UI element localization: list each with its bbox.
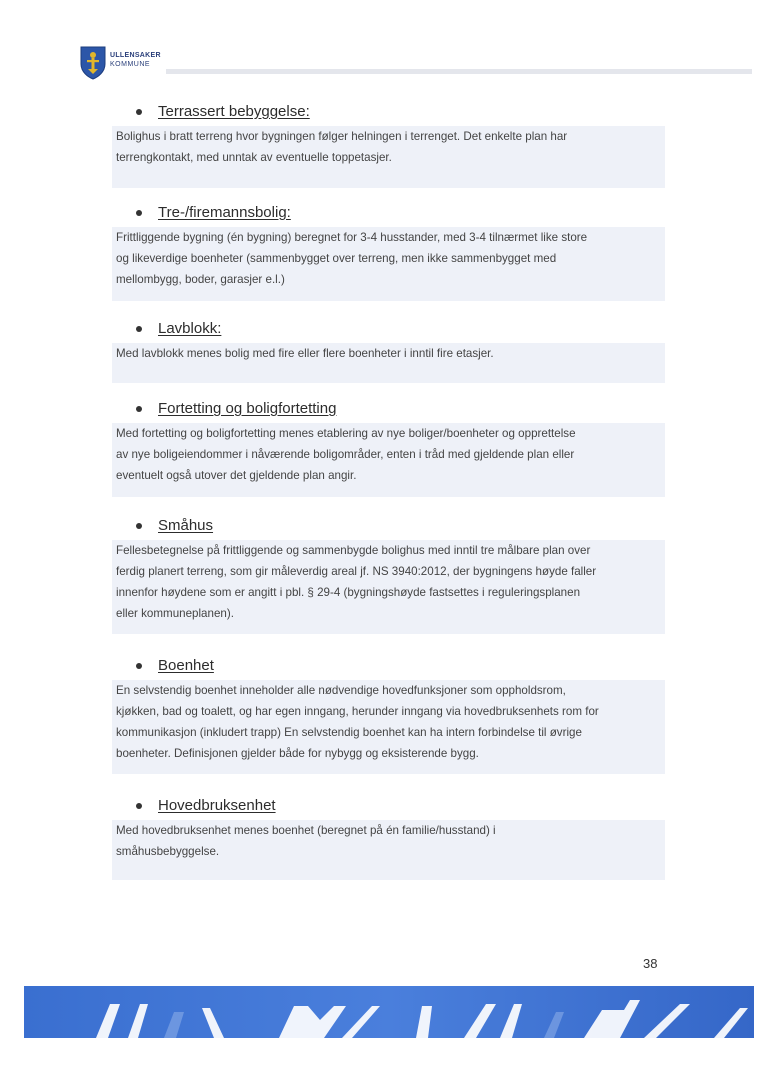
municipality-shield-logo <box>80 46 106 80</box>
section-heading <box>112 795 665 819</box>
section-hovedbruksenhet <box>112 795 665 880</box>
section-terrassert-bebyggelse <box>112 101 665 188</box>
page-number: 38 <box>643 956 658 971</box>
heading-text: Småhus <box>158 517 214 534</box>
bullet-icon <box>136 523 142 529</box>
text-line: ferdig planert terreng, som gir måleverdig areal jf. NS 3940:2012, der bygningens høyde faller <box>116 565 597 578</box>
text-line: av nye boligeiendommer i nåværende boligområder, enten i tråd med gjeldende plan eller <box>116 448 575 461</box>
section-heading <box>112 101 665 125</box>
section-boenhet <box>112 655 665 774</box>
text-line: En selvstendig boenhet inneholder alle nødvendige hovedfunksjoner som oppholdsrom, <box>116 684 566 697</box>
text-line: innenfor høydene som er angitt i pbl. § 29-4 (bygningshøyde fastsettes i reguleringsplanen <box>116 586 581 599</box>
text-line: kommunikasjon (inkludert trapp) En selvstendig boenhet kan ha intern forbindelse til øvrige <box>116 726 582 739</box>
text-line: Frittliggende bygning (én bygning) beregnet for 3-4 husstander, med 3-4 tilnærmet like store <box>116 231 588 244</box>
page-header <box>80 46 752 86</box>
header-divider <box>166 69 752 74</box>
bullet-icon <box>136 663 142 669</box>
section-heading <box>112 202 665 226</box>
text-line: og likeverdige boenheter (sammenbygget over terreng, men ikke sammenbygget med <box>116 252 557 265</box>
section-lavblokk <box>112 318 665 383</box>
heading-text: Tre-/firemannsbolig: <box>158 204 291 221</box>
bullet-icon <box>136 210 142 216</box>
bullet-icon <box>136 326 142 332</box>
text-line: eller kommuneplanen). <box>116 607 234 620</box>
municipality-name <box>110 51 161 69</box>
text-line: mellombygg, boder, garasjer e.l.) <box>116 273 285 286</box>
section-heading <box>112 655 665 679</box>
org-name-line2: KOMMUNE <box>110 61 151 68</box>
text-line: terrengkontakt, med unntak av eventuelle toppetasjer. <box>116 151 392 164</box>
definition-text <box>112 423 665 497</box>
text-line: småhusbebyggelse. <box>116 845 220 858</box>
bullet-icon <box>136 109 142 115</box>
section-heading <box>112 398 665 422</box>
footer-decorative-band <box>24 986 754 1038</box>
text-line: Bolighus i bratt terreng hvor bygningen følger helningen i terrenget. Det enkelte plan har <box>116 130 568 143</box>
definition-text <box>112 680 665 774</box>
definition-text <box>112 227 665 301</box>
bullet-icon <box>136 803 142 809</box>
text-line: kjøkken, bad og toalett, og har egen inngang, herunder inngang via hovedbruksenhets rom for <box>116 705 599 718</box>
heading-text: Terrassert bebyggelse: <box>158 103 310 120</box>
section-tre-firemannsbolig <box>112 202 665 301</box>
heading-text: Boenhet <box>158 657 214 674</box>
definition-text <box>112 126 665 188</box>
text-line: Med lavblokk menes bolig med fire eller flere boenheter i inntil fire etasjer. <box>116 347 494 360</box>
definition-text <box>112 343 665 383</box>
text-line: eventuelt også utover det gjeldende plan angir. <box>116 469 357 482</box>
section-heading <box>112 318 665 342</box>
text-line: Med hovedbruksenhet menes boenhet (beregnet på én familie/husstand) i <box>116 824 496 837</box>
heading-text: Fortetting og boligfortetting <box>158 400 337 417</box>
definition-text <box>112 540 665 634</box>
heading-text: Lavblokk: <box>158 320 222 337</box>
org-name-line1: ULLENSAKER <box>110 52 161 59</box>
bullet-icon <box>136 406 142 412</box>
text-line: Med fortetting og boligfortetting menes etablering av nye boliger/boenheter og opprettelse <box>116 427 576 440</box>
section-fortetting <box>112 398 665 497</box>
section-heading <box>112 515 665 539</box>
section-smahus <box>112 515 665 634</box>
text-line: boenheter. Definisjonen gjelder både for nybygg og eksisterende bygg. <box>116 747 479 760</box>
definition-text <box>112 820 665 880</box>
text-line: Fellesbetegnelse på frittliggende og sammenbygde bolighus med inntil tre målbare plan over <box>116 544 591 557</box>
heading-text: Hovedbruksenhet <box>158 797 276 814</box>
